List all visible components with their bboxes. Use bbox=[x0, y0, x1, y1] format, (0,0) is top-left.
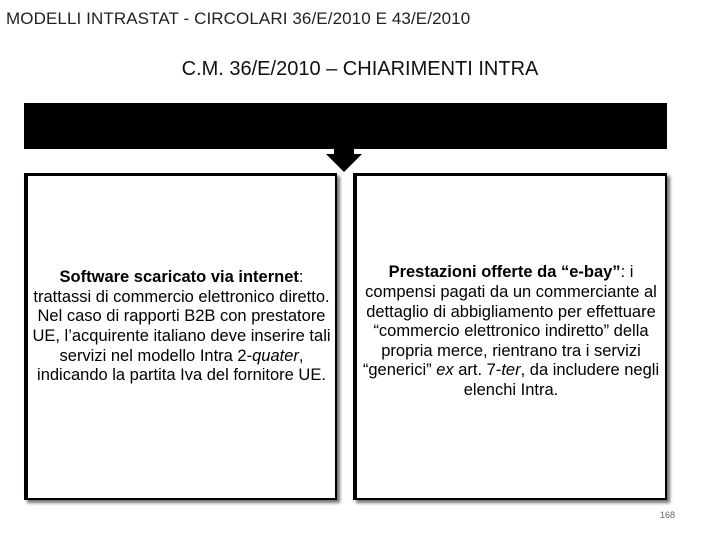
left-box-text bbox=[32, 268, 332, 386]
right-box-body-1: : i compensi pagati da un commerciante al dettaglio di abbigliamento per effettuare “commercio elettronico indiretto” della propria merce, rientrano tra i servizi “generici” bbox=[362, 263, 657, 380]
slide-subtitle: C.M. 36/E/2010 – CHIARIMENTI INTRA bbox=[181, 58, 539, 80]
black-banner bbox=[24, 103, 667, 149]
left-box-italic: quater bbox=[252, 346, 299, 365]
arrow-down-icon bbox=[326, 154, 362, 172]
right-box-body-2: art. 7- bbox=[453, 361, 502, 380]
page-number: 168 bbox=[660, 510, 676, 520]
right-box-bold-lead: Prestazioni offerte da “e-bay” bbox=[388, 263, 621, 282]
right-box-italic-1: ex bbox=[436, 361, 454, 380]
page-title: MODELLI INTRASTAT - CIRCOLARI 36/E/2010 E 43/E/2010 bbox=[6, 9, 471, 28]
left-text-box bbox=[24, 173, 337, 500]
left-box-body-2: , indicando la partita Iva del fornitore UE. bbox=[37, 346, 326, 385]
right-box-body-3: , da includere negli elenchi Intra. bbox=[463, 361, 660, 399]
right-box-italic-2: ter bbox=[501, 361, 521, 380]
left-box-body-1: : trattassi di commercio elettronico diretto. Nel caso di rapporti B2B con prestatore UE, l’acquirente italiano deve inserire tali servizi nel modello Intra 2- bbox=[32, 268, 331, 365]
right-text-box bbox=[353, 173, 667, 500]
right-box-text bbox=[359, 263, 664, 400]
left-box-bold-lead: Software scaricato via internet bbox=[59, 268, 299, 287]
